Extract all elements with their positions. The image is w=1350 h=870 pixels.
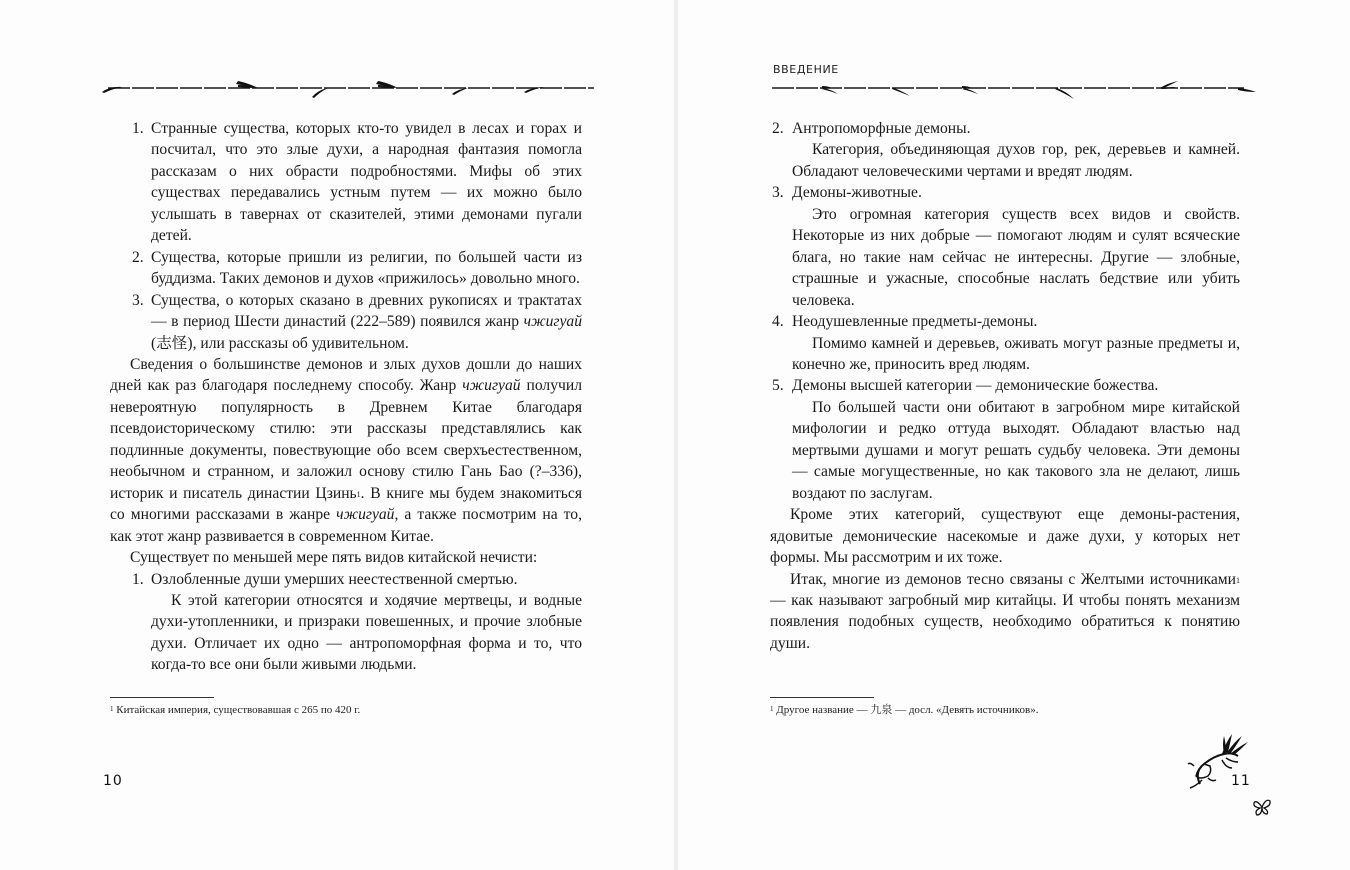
- branch-ornament-icon: [100, 76, 595, 102]
- butterfly-icon: [1252, 797, 1272, 817]
- paragraph: Кроме этих категорий, существуют еще демоны-растения, ядовитые демонические насекомые и даже духи, у которых нет формы. Мы рассмотрим и их тоже.: [770, 506, 1240, 567]
- footnote-ref[interactable]: 1: [1236, 575, 1240, 585]
- footnote-divider: [770, 697, 874, 698]
- list-item: 4. Неодушевленные предметы-демоны.: [772, 313, 1038, 331]
- paragraph: Существует по меньшей мере пять видов китайской нечисти:: [130, 549, 538, 567]
- list-item: 3. Существа, о которых сказано в древних рукописях и трактатах — в период Шести династий (222–589) появился жанр чжигуай (志怪), или рассказы об удивительном.: [132, 291, 582, 352]
- list-item-description: К этой категории относятся и ходячие мертвецы, и водные духи-утопленники, и призраки повешенных, и прочие злобные духи. Отличает их одно — антропоморфная форма и то, что когда-то все они были живыми людьми.: [151, 591, 582, 674]
- footnote-divider: [110, 697, 214, 698]
- list-item: 2. Антропоморфные демоны.: [772, 120, 971, 137]
- list-item-description: Помимо камней и деревьев, оживать могут разные предметы и, конечно же, приносить вред людям.: [792, 334, 1240, 373]
- list-item-description: По большей части они обитают в загробном мире китайской мифологии и редко оттуда выходят. Обладают властью над мертвыми душами и могут решать судьбу человека. Эти демоны — самые могущественные, но как такового зла не делают, лишь воздают по заслугам.: [792, 398, 1240, 502]
- list-item: 2. Существа, которые пришли из религии, по большей части из буддизма. Таких демонов и духов «прижилось» довольно много.: [132, 248, 582, 288]
- list-item: 3. Демоны-животные.: [772, 184, 922, 202]
- list-item: 5. Демоны высшей категории — демонические божества.: [772, 377, 1159, 395]
- footnote-ref[interactable]: 1: [356, 489, 361, 499]
- left-body-text: [110, 118, 582, 676]
- list-item-description: Это огромная категория существ всех видов и свойств. Некоторые из них добрые — помогают людям и сулят всяческие блага, но такие нам сейчас не интересны. Другие — злобные, страшные и ужасные, способные наслать бедствие или убить человека.: [792, 205, 1240, 309]
- running-head: ВВЕДЕНИЕ: [773, 63, 839, 76]
- footnote: $^1$ Другое название — 九泉 — досл. «Девять источников».: [770, 704, 1039, 716]
- right-page: [678, 0, 1350, 870]
- list-item: 1. Озлобленные души умерших неестественной смертью.: [132, 570, 518, 588]
- page-number: 11: [1231, 773, 1251, 789]
- right-body-text: [770, 118, 1240, 654]
- paragraph: Сведения о большинстве демонов и злых духов дошли до наших дней как раз благодаря последнему способу. Жанр чжигуай получил невероятную популярность в Древнем Китае благодаря псевдоисторическому стилю: эти рассказы представлялись как подлинные документы, повествующие обо всем сверхъестественном, необычном и странном, и заложил основу стилю Гань Бао (?–336), историк и писатель династии Цзинь$^1$. В книге мы будем знакомиться со многими рассказами в жанре чжигуай, а также посмотрим на то, как этот жанр развивается в современном Китае.: [110, 355, 582, 545]
- list-item-description: Категория, объединяющая духов гор, рек, деревьев и камней. Обладают человеческими чертами и вредят людям.: [792, 141, 1240, 180]
- list-item: 1. Странные существа, которых кто-то увидел в лесах и горах и посчитал, что это злые духи, а народная фантазия помогла рассказам о них обрасти подробностями. Мифы об этих существах передавались устным путем — их можно было услышать в тавернах от сказителей, этими демонами пугали детей.: [132, 120, 582, 245]
- left-page: [0, 0, 674, 870]
- paragraph: Итак, многие из демонов тесно связаны с Желтыми источниками$^1$ — как называют загробный мир китайцы. И чтобы понять механизм появления подобных существ, необходимо обратиться к понятию души.: [770, 570, 1240, 652]
- branch-ornament-icon: [772, 78, 1257, 102]
- footnote: $^1$ Китайская империя, существовавшая с 265 по 420 г.: [110, 704, 361, 716]
- page-number: 10: [103, 773, 123, 789]
